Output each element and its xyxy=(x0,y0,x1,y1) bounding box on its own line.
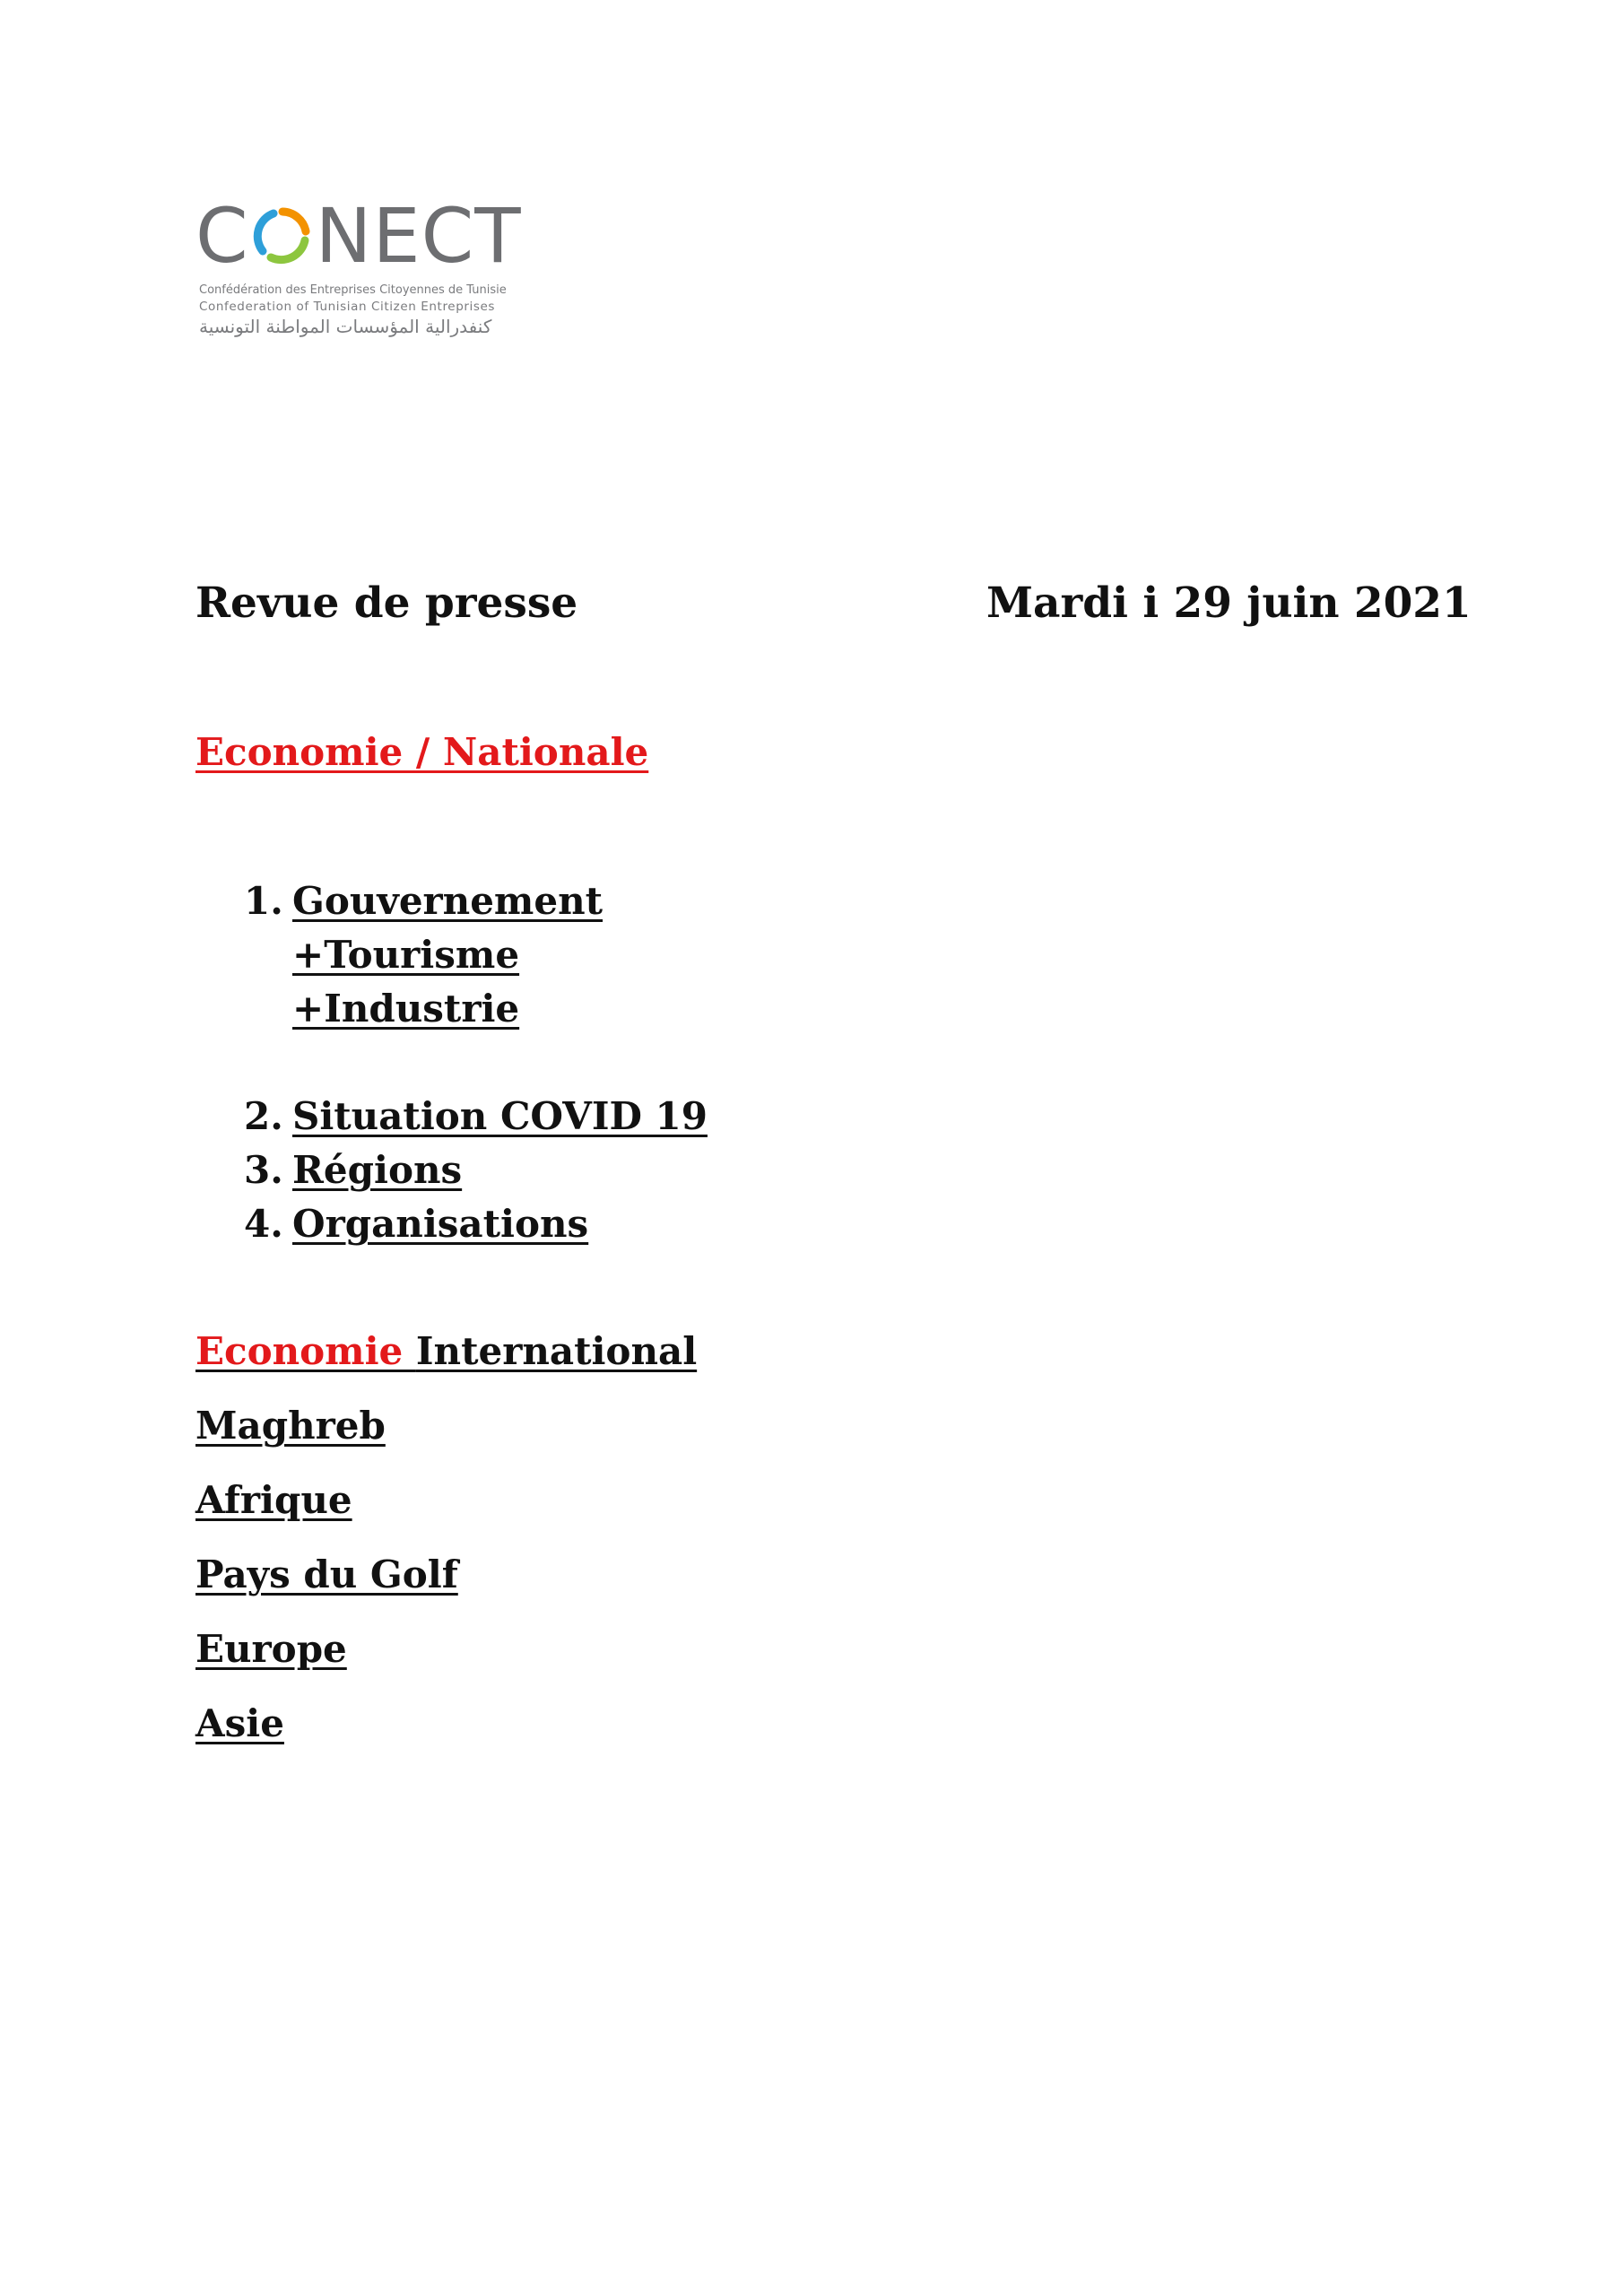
heading-part-international: International xyxy=(415,1329,698,1373)
toc-item-label: Régions xyxy=(292,1148,463,1192)
toc-item-gouvernement[interactable] xyxy=(244,879,603,923)
toc-item-covid[interactable] xyxy=(244,1094,708,1138)
region-link-maghreb[interactable]: Maghreb xyxy=(195,1404,386,1448)
toc-item-label: Gouvernement xyxy=(292,879,604,923)
logo-tagline-en: Confederation of Tunisian Citizen Entreprises xyxy=(199,300,496,314)
logo-tagline-fr: Confédération des Entreprises Citoyennes de Tunisie xyxy=(199,283,507,297)
toc-subitem-tourisme[interactable]: +Tourisme xyxy=(292,933,520,977)
logo-letters-nect: NECT xyxy=(315,192,522,280)
toc-item-label: Organisations xyxy=(292,1202,589,1246)
region-link-asie[interactable]: Asie xyxy=(195,1701,284,1745)
toc-item-number: 1. xyxy=(244,879,283,923)
toc-subitem-industrie[interactable]: +Industrie xyxy=(292,987,520,1031)
region-link-pays-du-golf[interactable]: Pays du Golf xyxy=(195,1552,458,1596)
toc-item-label: Situation COVID 19 xyxy=(292,1094,708,1138)
logo-ring-icon xyxy=(251,204,314,267)
section-heading-international[interactable] xyxy=(195,1329,697,1373)
document-title: Revue de presse xyxy=(195,578,578,628)
region-link-europe[interactable]: Europe xyxy=(195,1627,347,1671)
toc-item-organisations[interactable] xyxy=(244,1202,588,1246)
toc-item-number: 3. xyxy=(244,1148,283,1192)
toc-item-number: 4. xyxy=(244,1202,283,1246)
region-link-afrique[interactable]: Afrique xyxy=(195,1478,352,1522)
logo-tagline-ar: كنفدرالية المؤسسات المواطنة التونسية xyxy=(199,316,492,337)
logo-letter-c: C xyxy=(195,192,249,280)
toc-item-regions[interactable] xyxy=(244,1148,462,1192)
heading-part-economie: Economie xyxy=(195,1329,416,1373)
section-heading-national[interactable]: Economie / Nationale xyxy=(195,730,649,774)
logo-wordmark xyxy=(195,192,522,280)
toc-item-number: 2. xyxy=(244,1094,283,1138)
document-date: Mardi i 29 juin 2021 xyxy=(986,578,1472,628)
conect-logo xyxy=(195,192,563,339)
